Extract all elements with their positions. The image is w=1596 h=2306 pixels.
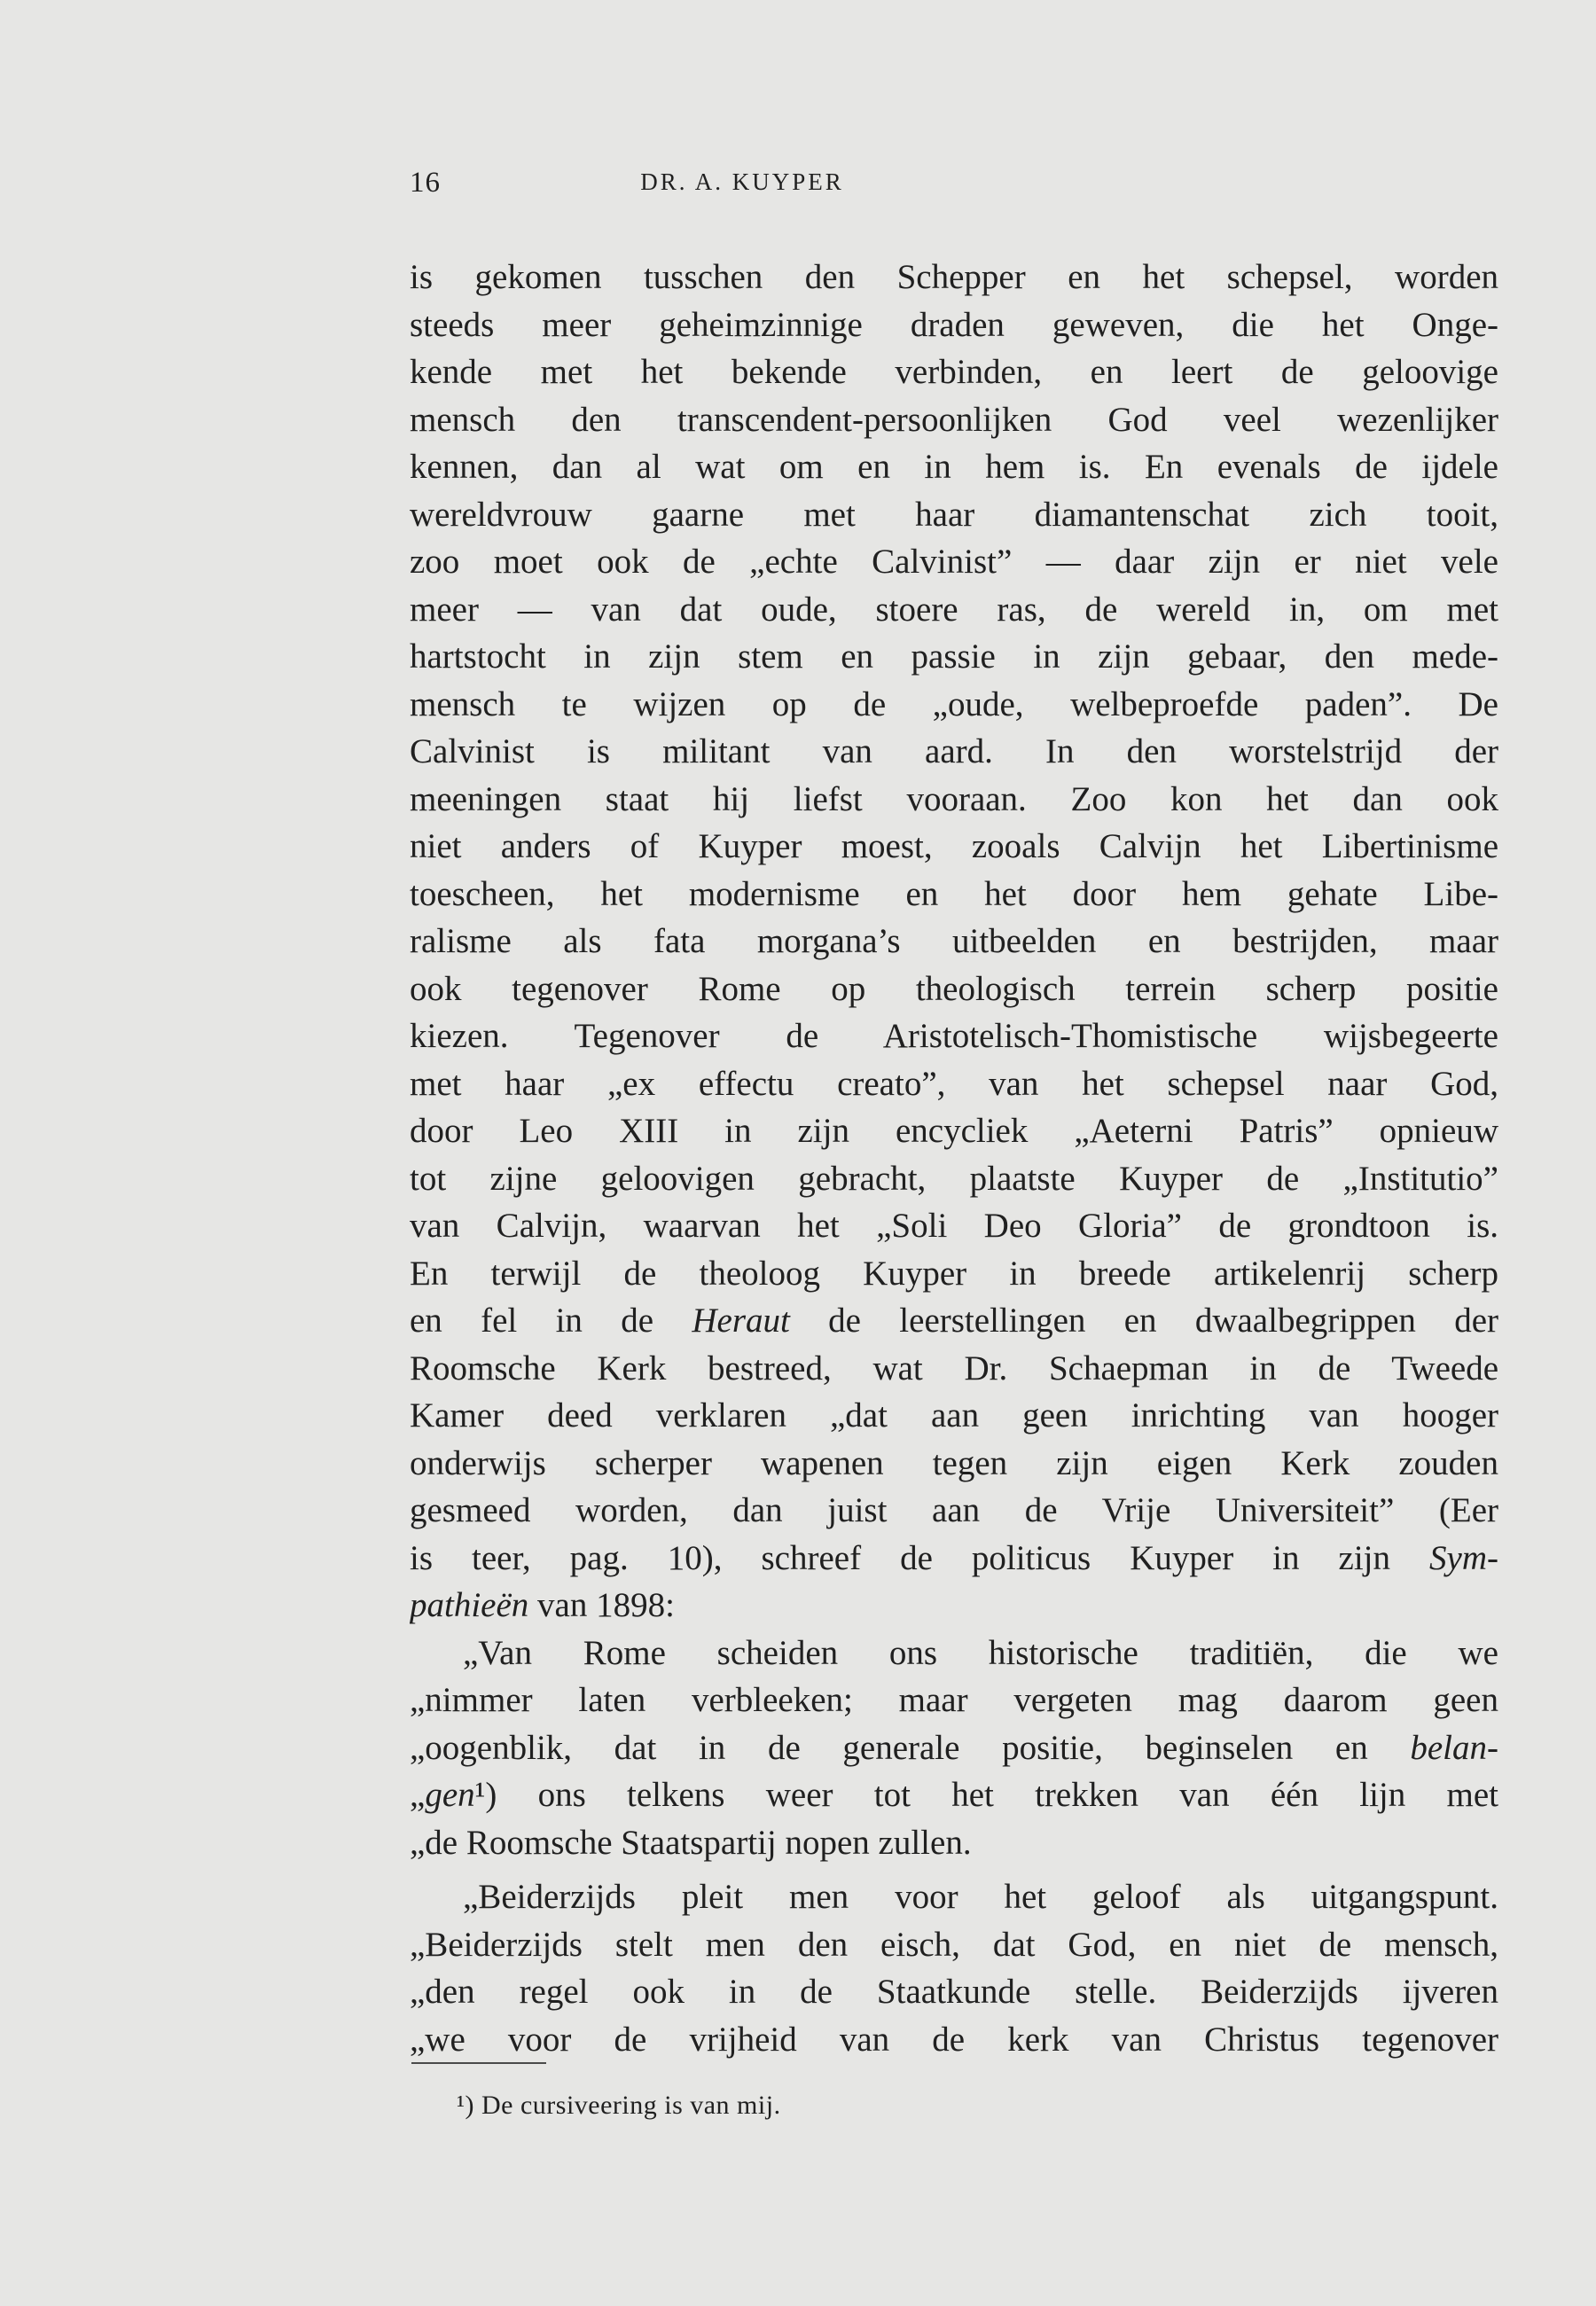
text-line: mensch te wijzen op de „oude, welbeproefde paden”. De — [410, 684, 1498, 723]
text-line: van Calvijn, waarvan het „Soli Deo Gloria” de grondtoon is. — [410, 1207, 1498, 1245]
text-line: toescheen, het modernisme en het door hem gehate Libe- — [410, 874, 1498, 913]
text-line: is teer, pag. 10), schreef de politicus Kuyper in zijn Sym- — [410, 1538, 1498, 1577]
running-title: DR. A. KUYPER — [640, 168, 844, 195]
text-line: niet anders of Kuyper moest, zooals Calvijn het Libertinisme — [410, 827, 1498, 865]
text-line: Kamer deed verklaren „dat aan geen inrichting van hooger — [410, 1396, 1498, 1434]
text-line: onderwijs scherper wapenen tegen zijn eigen Kerk zouden — [410, 1443, 1498, 1482]
text-line: Roomsche Kerk bestreed, wat Dr. Schaepman in de Tweede — [410, 1348, 1498, 1388]
text-line: kiezen. Tegenover de Aristotelisch-Thomistische wijsbegeerte — [410, 1017, 1498, 1055]
text-line: meeningen staat hij liefst vooraan. Zoo kon het dan ook — [410, 779, 1498, 818]
footnote-rule — [411, 2062, 546, 2064]
page-number: 16 — [410, 167, 441, 199]
quote-line: „de Roomsche Staatspartij nopen zullen. — [410, 1823, 972, 1862]
text-line: ook tegenover Rome op theologisch terrein scherp positie — [410, 969, 1498, 1008]
running-head — [410, 167, 1075, 202]
quote-line: „Beiderzijds pleit men voor het geloof als uitgangspunt. — [463, 1878, 1498, 1916]
quote-line: „den regel ook in de Staatkunde stelle. Beiderzijds ijveren — [410, 1973, 1498, 2011]
text-line: en fel in de Heraut de leerstellingen en dwaalbegrippen der — [410, 1302, 1498, 1340]
text-line: zoo moet ook de „echte Calvinist” — daar zijn er niet vele — [410, 543, 1498, 581]
quote-line: „nimmer laten verbleeken; maar vergeten mag daarom geen — [410, 1681, 1498, 1719]
quote-line: „we voor de vrijheid van de kerk van Christus tegenover — [410, 2020, 1498, 2059]
text-line: met haar „ex effectu creato”, van het schepsel naar God, — [410, 1064, 1498, 1103]
text-line: tot zijne geloovigen gebracht, plaatste Kuyper de „Institutio” — [410, 1159, 1498, 1198]
text-line: mensch den transcendent-persoonlijken God veel wezenlijker — [410, 400, 1498, 439]
text-line: hartstocht in zijn stem en passie in zijn gebaar, den mede- — [410, 637, 1498, 676]
text-line: En terwijl de theoloog Kuyper in breede artikelenrij scherp — [410, 1254, 1498, 1293]
text-line: gesmeed worden, dan juist aan de Vrije Universiteit” (Eer — [410, 1491, 1498, 1529]
quote-line: „gen¹) ons telkens weer tot het trekken van één lijn met — [410, 1776, 1498, 1814]
text-line: door Leo XIII in zijn encycliek „Aeterni Patris” opnieuw — [410, 1112, 1498, 1150]
text-line: kende met het bekende verbinden, en leert de geloovige — [410, 353, 1498, 391]
footnote: ¹) De cursiveering is van mij. — [457, 2091, 781, 2120]
text-line: steeds meer geheimzinnige draden geweven, die het Onge- — [410, 305, 1498, 344]
quote-line: „Beiderzijds stelt men den eisch, dat God, en niet de mensch, — [410, 1925, 1498, 1964]
text-line: kennen, dan al wat om en in hem is. En evenals de ijdele — [410, 448, 1498, 486]
text-line: meer — van dat oude, stoere ras, de wereld in, om met — [410, 590, 1498, 629]
text-line: pathieën van 1898: — [410, 1586, 675, 1624]
text-line: wereldvrouw gaarne met haar diamantenschat zich tooit, — [410, 495, 1498, 534]
quote-line: „oogenblik, dat in de generale positie, beginselen en belan- — [410, 1728, 1498, 1767]
text-line: ralisme als fata morgana’s uitbeelden en bestrijden, maar — [410, 922, 1498, 960]
quote-line: „Van Rome scheiden ons historische traditiën, die we — [463, 1633, 1498, 1672]
text-line: Calvinist is militant van aard. In den worstelstrijd der — [410, 732, 1498, 770]
text-line: is gekomen tusschen den Schepper en het schepsel, worden — [410, 258, 1498, 296]
body-text — [410, 254, 1498, 2063]
